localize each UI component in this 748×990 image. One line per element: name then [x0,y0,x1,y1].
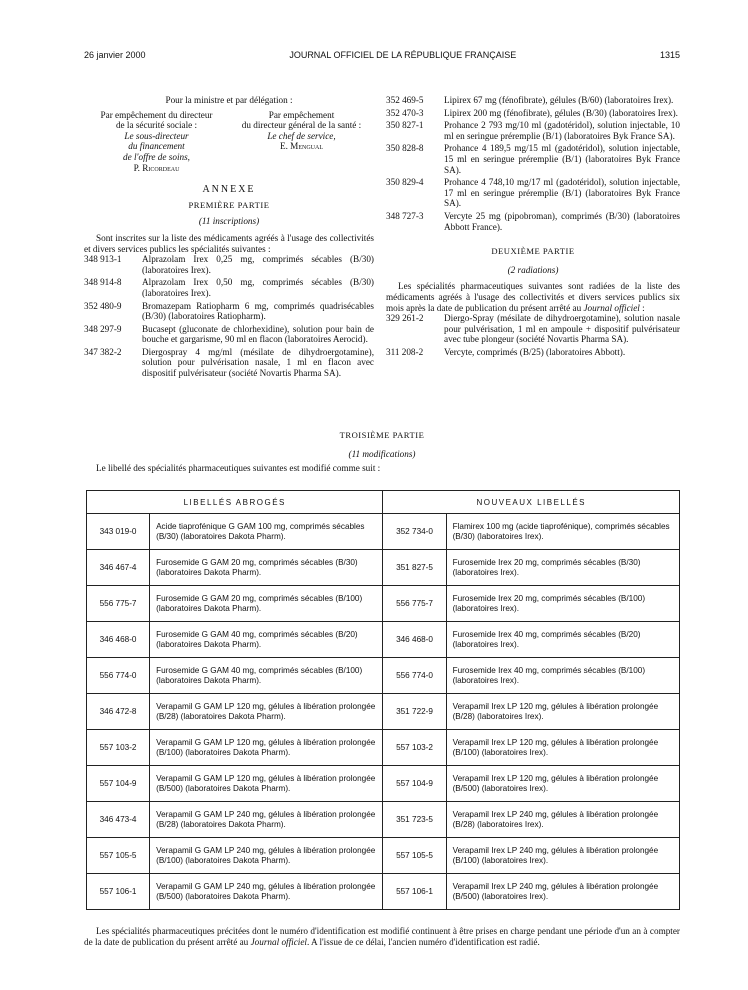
signature-line: de la sécurité sociale : [115,120,198,131]
part1-title: PREMIÈRE PARTIE [188,199,270,210]
table-body [87,514,680,910]
header-date: 26 janvier 2000 [84,50,146,60]
item-label: Lipirex 200 mg (fénofibrate), gélules (B/30) (laboratoires Irex). [444,107,678,118]
list-item [386,108,680,119]
item-code: 311 208-2 [386,346,424,357]
part2-title: DEUXIÈME PARTIE [491,246,575,257]
part1-intro: Sont inscrites sur la liste des médicaments agréés à l'usage des collectivités et divers services publics les spécialités suivantes : [84,232,374,254]
old-label-cell: Furosemide G GAM 40 mg, comprimés sécables (B/100) (laboratoires Dakota Pharm). [150,658,383,694]
item-code: 348 914-8 [84,277,122,288]
footer-text-end: . A l'issue de ce délai, l'ancien numéro d'identification est radié. [306,936,540,947]
part2-subtitle: (2 radiations) [507,264,559,275]
item-code: 348 913-1 [84,254,122,265]
old-code-cell: 557 103-2 [87,730,150,766]
table-header-row [87,491,680,514]
item-code: 348 727-3 [386,210,424,221]
table-row [87,658,680,694]
new-code-cell: 556 775-7 [383,586,446,622]
journal-officiel-ref: Journal officiel [583,302,640,313]
table-row [87,514,680,550]
signature-line: du directeur général de la santé : [241,120,362,131]
signature-block [84,110,374,174]
old-code-cell: 557 104-9 [87,766,150,802]
list-item [386,211,680,232]
new-code-cell: 352 734-0 [383,514,446,550]
part1-list-right [386,95,680,232]
part3-intro: Le libellé des spécialités pharmaceutiques suivantes est modifié comme suit : [96,463,381,473]
modifications-table [86,490,680,910]
new-label-cell: Verapamil Irex LP 120 mg, gélules à libération prolongée (B/28) (laboratoires Irex). [446,694,679,730]
signature-line: Le sous-directeur [124,130,189,141]
signature-line: Par empêchement du directeur [100,109,213,120]
part3-section [84,430,680,474]
header-page-number: 1315 [659,50,680,60]
old-label-cell: Verapamil G GAM LP 120 mg, gélules à libération prolongée (B/100) (laboratoires Dakota Pharm). [150,730,383,766]
table-row [87,802,680,838]
list-item [84,254,374,275]
part2-list [386,313,680,357]
new-label-cell: Furosemide Irex 40 mg, comprimés sécables (B/100) (laboratoires Irex). [446,658,679,694]
part2-intro-end: : [639,302,645,313]
list-item [84,324,374,345]
new-label-cell: Verapamil Irex LP 120 mg, gélules à libération prolongée (B/100) (laboratoires Irex). [446,730,679,766]
list-item [84,347,374,379]
list-item [386,347,680,358]
new-label-cell: Verapamil Irex LP 120 mg, gélules à libération prolongée (B/500) (laboratoires Irex). [446,766,679,802]
right-column [386,95,680,359]
new-label-cell: Furosemide Irex 20 mg, comprimés sécables (B/30) (laboratoires Irex). [446,550,679,586]
part1-subtitle: (11 inscriptions) [198,216,260,227]
old-code-cell: 556 775-7 [87,586,150,622]
new-code-cell: 557 104-9 [383,766,446,802]
item-label: Bromazepam Ratiopharm 6 mg, comprimés quadrisécables (B/30) (laboratoires Ratiopharm). [142,300,374,322]
item-label: Prohance 2 793 mg/10 ml (gadotéridol), solution injectable, 10 ml en seringue préremplie (B/1) (laboratoires Byk France SA). [444,120,680,141]
new-label-cell: Verapamil Irex LP 240 mg, gélules à libération prolongée (B/500) (laboratoires Irex). [446,874,679,910]
item-code: 348 297-9 [84,323,122,334]
item-label: Diergo-Spray (mésilate de dihydroergotamine), solution nasale pour pulvérisation, 1 ml en ampoule + dispositif pulvérisateur avec tube plongeur (société Novartis Pharma SA). [444,313,680,345]
new-code-cell: 557 105-5 [383,838,446,874]
item-code: 352 480-9 [84,300,122,311]
part2-intro-text: Les spécialités pharmaceutiques suivantes sont radiées de la liste des médicaments agréés à l'usage des collectivités et divers services publics six mois après la date de publication du présent arrêté au [386,281,680,313]
new-code-cell: 557 103-2 [383,730,446,766]
table-row [87,838,680,874]
signature-line: du financement [128,141,185,152]
old-code-cell: 557 105-5 [87,838,150,874]
signature-line: de l'offre de soins, [123,151,190,162]
list-item [84,301,374,322]
new-code-cell: 346 468-0 [383,622,446,658]
item-code: 352 470-3 [386,107,424,118]
left-column [84,95,374,381]
table-row [87,586,680,622]
signature-right [229,110,374,174]
item-code: 350 828-8 [386,143,424,154]
part1-list-left [84,254,374,379]
table-row [87,694,680,730]
header-journal-title: JOURNAL OFFICIEL DE LA RÉPUBLIQUE FRANÇAISE [289,50,517,60]
column-header-old: LIBELLÉS ABROGÉS [87,491,383,514]
item-code: 352 469-5 [386,95,424,105]
item-label: Vercyte, comprimés (B/25) (laboratoires Abbott). [444,346,626,357]
old-code-cell: 346 468-0 [87,622,150,658]
part2-intro [386,281,680,313]
new-code-cell: 351 723-5 [383,802,446,838]
item-label: Diergospray 4 mg/ml (mésilate de dihydroergotamine), solution pour pulvérisation nasale, 1 ml en flacon avec dispositif pulvérisateur (société Novartis Pharma SA). [142,346,374,379]
old-code-cell: 346 472-8 [87,694,150,730]
list-item [386,313,680,345]
item-label: Lipirex 67 mg (fénofibrate), gélules (B/60) (laboratoires Irex). [444,95,674,105]
item-label: Prohance 4 748,10 mg/17 ml (gadotéridol), solution injectable, 17 ml en seringue préremplie (B/1) (laboratoires Byk France SA). [444,177,680,209]
old-label-cell: Furosemide G GAM 20 mg, comprimés sécables (B/100) (laboratoires Dakota Pharm). [150,586,383,622]
column-header-new: NOUVEAUX LIBELLÉS [383,491,680,514]
old-label-cell: Acide tiaprofénique G GAM 100 mg, comprimés sécables (B/30) (laboratoires Dakota Pharm). [150,514,383,550]
signature-intro: Pour la ministre et par délégation : [165,95,293,105]
footer-note [84,926,680,947]
new-label-cell: Verapamil Irex LP 240 mg, gélules à libération prolongée (B/100) (laboratoires Irex). [446,838,679,874]
item-label: Alprazolam Irex 0,25 mg, comprimés sécables (B/30) (laboratoires Irex). [142,254,374,275]
old-label-cell: Verapamil G GAM LP 240 mg, gélules à libération prolongée (B/100) (laboratoires Dakota Pharm). [150,838,383,874]
old-code-cell: 556 774-0 [87,658,150,694]
part3-title: TROISIÈME PARTIE [339,430,425,440]
list-item [84,277,374,298]
journal-officiel-ref: Journal officiel [250,936,307,947]
item-code: 350 829-4 [386,177,424,188]
footer-text: Les spécialités pharmaceutiques précitées dont le numéro d'identification est modifié continuent à être prises en charge pendant une période d'un an à compter de la date de publication du présent arrêté au [84,926,680,947]
new-label-cell: Flamirex 100 mg (acide tiaprofénique), comprimés sécables (B/30) (laboratoires Irex). [446,514,679,550]
new-code-cell: 351 827-5 [383,550,446,586]
old-label-cell: Verapamil G GAM LP 120 mg, gélules à libération prolongée (B/28) (laboratoires Dakota Pharm). [150,694,383,730]
new-label-cell: Furosemide Irex 40 mg, comprimés sécables (B/20) (laboratoires Irex). [446,622,679,658]
old-code-cell: 557 106-1 [87,874,150,910]
old-code-cell: 346 473-4 [87,802,150,838]
new-label-cell: Furosemide Irex 20 mg, comprimés sécables (B/100) (laboratoires Irex). [446,586,679,622]
old-label-cell: Verapamil G GAM LP 240 mg, gélules à libération prolongée (B/500) (laboratoires Dakota Pharm). [150,874,383,910]
old-label-cell: Verapamil G GAM LP 120 mg, gélules à libération prolongée (B/500) (laboratoires Dakota Pharm). [150,766,383,802]
old-code-cell: 343 019-0 [87,514,150,550]
list-item [386,95,680,106]
item-code: 347 382-2 [84,346,122,357]
signature-name: P. Ricordeau [133,162,180,173]
item-code: 350 827-1 [386,120,424,131]
page-header [84,50,680,60]
signature-line: Par empêchement [268,109,335,120]
item-label: Vercyte 25 mg (pipobroman), comprimés (B/30) (laboratoires Abbott France). [444,210,680,232]
table-row [87,622,680,658]
annexe-title: ANNEXE [202,184,256,196]
list-item [386,177,680,209]
signature-line: Le chef de service, [267,130,336,141]
item-label: Bucasept (gluconate de chlorhexidine), solution pour bain de bouche et gargarisme, 90 ml en flacon (laboratoires Aerocid). [142,323,374,345]
old-label-cell: Furosemide G GAM 40 mg, comprimés sécables (B/20) (laboratoires Dakota Pharm). [150,622,383,658]
table-row [87,874,680,910]
item-code: 329 261-2 [386,313,424,324]
list-item [386,120,680,141]
new-code-cell: 351 722-9 [383,694,446,730]
new-label-cell: Verapamil Irex LP 240 mg, gélules à libération prolongée (B/28) (laboratoires Irex). [446,802,679,838]
new-code-cell: 556 774-0 [383,658,446,694]
signature-name: E. Mengual [279,141,324,152]
table-row [87,766,680,802]
new-code-cell: 557 106-1 [383,874,446,910]
table-row [87,730,680,766]
part3-subtitle: (11 modifications) [348,449,416,459]
signature-left [84,110,229,174]
old-label-cell: Furosemide G GAM 20 mg, comprimés sécables (B/30) (laboratoires Dakota Pharm). [150,550,383,586]
old-code-cell: 346 467-4 [87,550,150,586]
old-label-cell: Verapamil G GAM LP 240 mg, gélules à libération prolongée (B/28) (laboratoires Dakota Pharm). [150,802,383,838]
item-label: Alprazolam Irex 0,50 mg, comprimés sécables (B/30) (laboratoires Irex). [142,277,374,298]
list-item [386,143,680,175]
item-label: Prohance 4 189,5 mg/15 ml (gadotéridol), solution injectable, 15 ml en seringue préremplie (B/1) (laboratoires Byk France SA). [444,143,680,175]
table-row [87,550,680,586]
